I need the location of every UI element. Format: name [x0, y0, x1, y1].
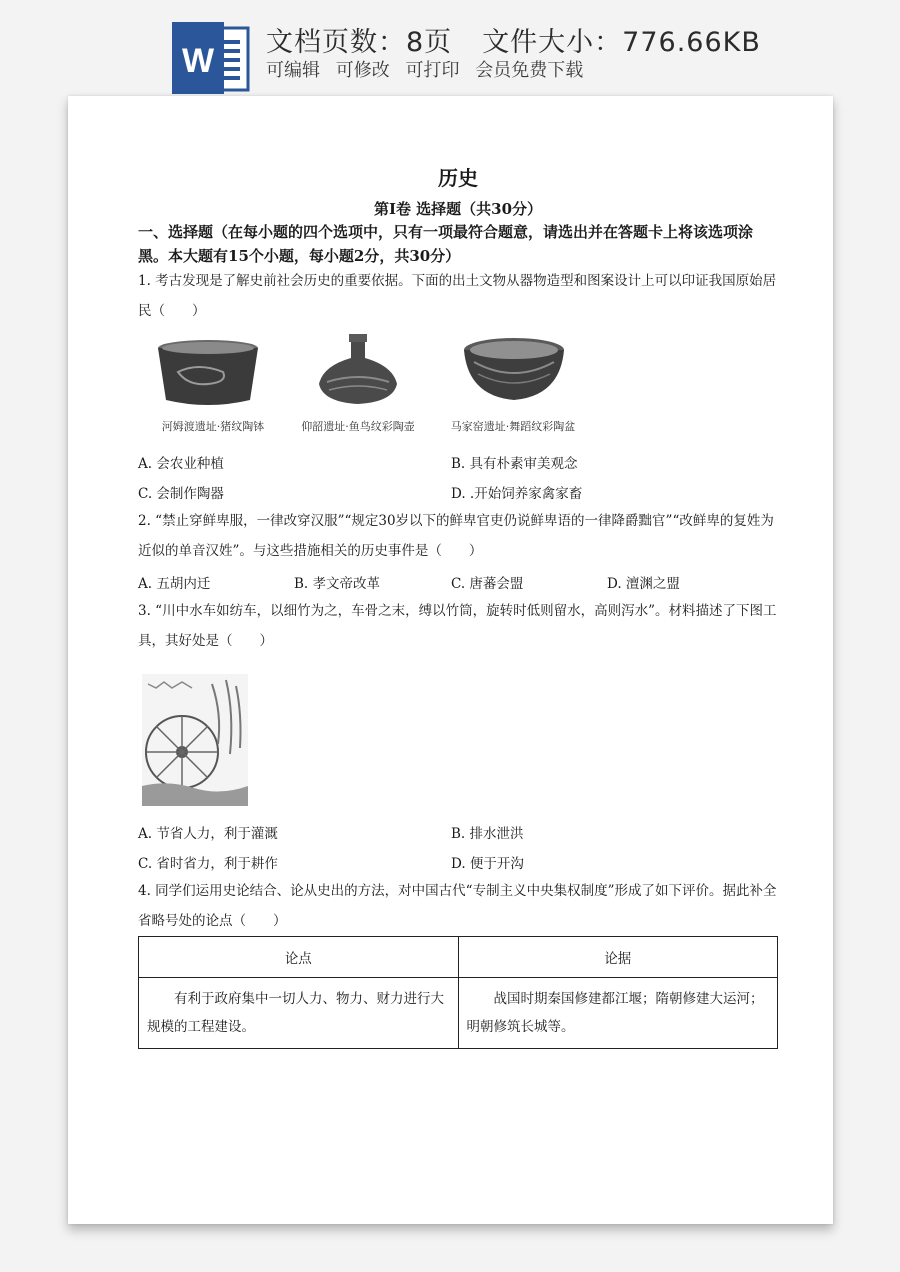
table-row	[139, 978, 778, 1049]
option-b: B. 排水泄洪	[451, 826, 524, 842]
word-document-icon	[172, 22, 252, 94]
document-stats	[266, 20, 761, 59]
feature-item: 可编辑	[266, 60, 320, 81]
feature-item: 会员免费下载	[475, 60, 584, 81]
table-header: 论据	[458, 937, 778, 978]
download-banner	[0, 0, 900, 96]
artifact-fish-bird-vase	[283, 332, 433, 436]
table-header-row	[139, 937, 778, 978]
question-2-stem: 2. “禁止穿鲜卑服，一律改穿汉服”“规定30岁以下的鲜卑官吏仍说鲜卑语的一律降爵黜官”“改鲜卑的复姓为近似的单音汉姓”。与这些措施相关的历史事件是（ ）	[138, 513, 774, 559]
question-1-stem: 1. 考古发现是了解史前社会历史的重要依据。下面的出土文物从器物造型和图案设计上可以印证我国原始居民（ ）	[138, 273, 777, 319]
table-cell: 战国时期秦国修建都江堰；隋朝修建大运河；明朝修筑长城等。	[458, 978, 778, 1049]
option-d: D. .开始饲养家禽家畜	[451, 486, 583, 502]
artifact-dance-basin	[438, 332, 588, 436]
document-title: 历史	[438, 166, 478, 190]
option-c: C. 会制作陶器	[138, 486, 224, 502]
option-a: A. 节省人力，利于灌溉	[138, 826, 278, 842]
waterwheel-image	[142, 674, 248, 806]
feature-item: 可打印	[405, 60, 460, 81]
page-count-label: 文档页数：8页	[266, 27, 453, 58]
feature-list	[266, 56, 593, 82]
artifact-caption: 马家窑遗址·舞蹈纹彩陶盆	[450, 420, 576, 433]
option-a: A. 五胡内迁	[138, 576, 211, 592]
instructions: 一、选择题（在每小题的四个选项中，只有一项最符合题意，请选出并在答题卡上将该选项涂黑。本大题有15个小题，每小题2分，共30分）	[138, 223, 754, 265]
pottery-vase-image	[283, 332, 433, 416]
pottery-bowl-image	[138, 332, 288, 416]
option-c: C. 唐蕃会盟	[451, 576, 524, 592]
question-3-stem: 3. “川中水车如纺车，以细竹为之，车骨之末，缚以竹筒，旋转时低则留水，高则泻水”。材料描述了下图工具，其好处是（ ）	[138, 603, 777, 649]
artifact-caption: 仰韶遗址·鱼鸟纹彩陶壶	[301, 420, 415, 433]
option-b: B. 孝文帝改革	[294, 576, 381, 592]
document-page	[68, 96, 833, 1224]
option-d: D. 便于开沟	[451, 856, 524, 872]
option-d: D. 澶渊之盟	[607, 576, 680, 592]
pottery-basin-image	[438, 332, 588, 416]
option-c: C. 省时省力，利于耕作	[138, 856, 278, 872]
table-header: 论点	[139, 937, 459, 978]
section-title: 第Ⅰ卷 选择题（共30分）	[373, 200, 543, 218]
artifact-caption: 河姆渡遗址·猪纹陶钵	[161, 420, 265, 433]
artifact-images	[138, 332, 778, 436]
artifact-pig-bowl	[138, 332, 288, 436]
option-a: A. 会农业种植	[138, 456, 224, 472]
evaluation-table	[138, 936, 778, 1049]
file-size-label: 文件大小：776.66KB	[482, 27, 761, 58]
feature-item: 可修改	[335, 60, 390, 81]
option-b: B. 具有朴素审美观念	[451, 456, 578, 472]
question-4-stem: 4. 同学们运用史论结合、论从史出的方法，对中国古代“专制主义中央集权制度”形成了如下评价。据此补全省略号处的论点（ ）	[138, 883, 777, 929]
svg-text:W: W	[181, 42, 215, 80]
table-cell: 有利于政府集中一切人力、物力、财力进行大规模的工程建设。	[139, 978, 459, 1049]
